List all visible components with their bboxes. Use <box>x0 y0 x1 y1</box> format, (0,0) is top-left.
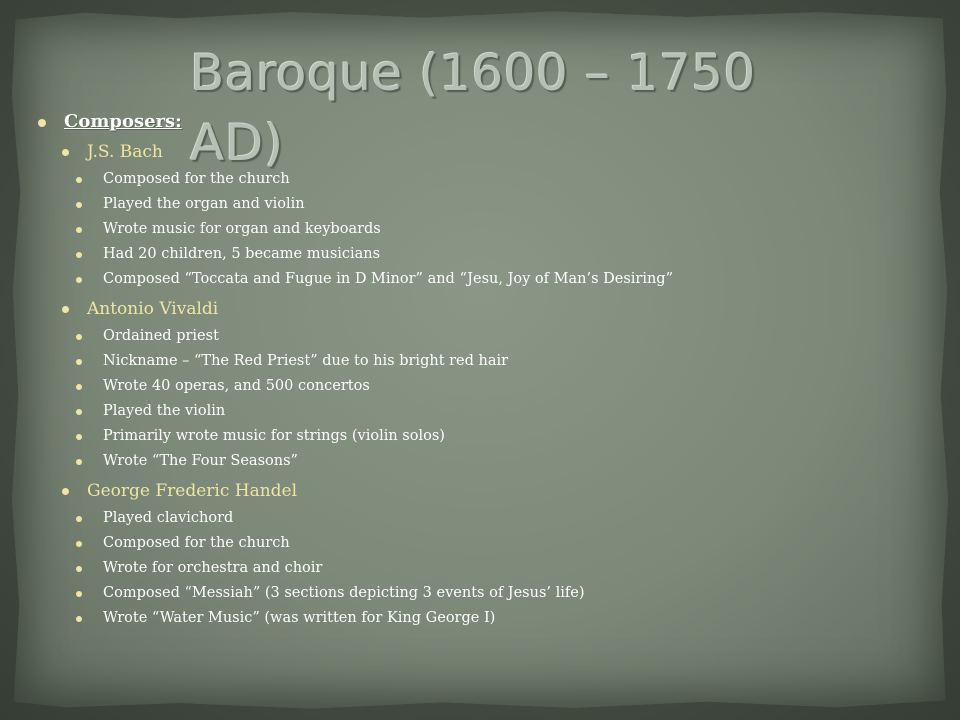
fact-item <box>76 581 938 605</box>
composer-name: George Frederic Handel <box>87 481 298 501</box>
slide-content <box>38 110 938 630</box>
composer-item-handel <box>62 479 938 503</box>
fact-text: Nickname – “The Red Priest” due to his bright red hair <box>103 353 509 369</box>
bullet-dot-icon <box>76 459 82 465</box>
fact-text: Had 20 children, 5 became musicians <box>103 246 381 262</box>
bullet-dot-icon <box>76 616 82 622</box>
fact-item <box>76 424 938 448</box>
bullet-dot-icon <box>76 591 82 597</box>
fact-text: Composed for the church <box>103 171 290 187</box>
fact-text: Composed for the church <box>103 535 290 551</box>
fact-item <box>76 506 938 530</box>
fact-text: Wrote music for organ and keyboards <box>103 221 381 237</box>
bullet-dot-icon <box>38 119 46 127</box>
composer-name: Antonio Vivaldi <box>87 299 219 319</box>
fact-item <box>76 556 938 580</box>
fact-text: Wrote “The Four Seasons” <box>103 453 298 469</box>
fact-item <box>76 449 938 473</box>
bullet-dot-icon <box>76 334 82 340</box>
bullet-dot-icon <box>76 202 82 208</box>
bullet-dot-icon <box>76 516 82 522</box>
fact-text: Played the violin <box>103 403 226 419</box>
composers-heading-item <box>38 110 938 134</box>
bullet-dot-icon <box>76 409 82 415</box>
bullet-dot-icon <box>76 227 82 233</box>
fact-text: Primarily wrote music for strings (violin solos) <box>103 428 445 444</box>
composers-heading: Composers: <box>64 111 182 132</box>
fact-item <box>76 242 938 266</box>
bullet-dot-icon <box>62 149 69 156</box>
bullet-dot-icon <box>76 566 82 572</box>
bullet-dot-icon <box>76 277 82 283</box>
fact-item <box>76 531 938 555</box>
bullet-dot-icon <box>62 488 69 495</box>
fact-item <box>76 374 938 398</box>
fact-text: Wrote 40 operas, and 500 concertos <box>103 378 370 394</box>
fact-text: Played clavichord <box>103 510 234 526</box>
bullet-dot-icon <box>76 541 82 547</box>
fact-item <box>76 349 938 373</box>
fact-item <box>76 192 938 216</box>
fact-item <box>76 217 938 241</box>
fact-item <box>76 606 938 630</box>
fact-item <box>76 324 938 348</box>
fact-text: Wrote for orchestra and choir <box>103 560 323 576</box>
bullet-dot-icon <box>76 384 82 390</box>
bullet-dot-icon <box>76 359 82 365</box>
fact-text: Ordained priest <box>103 328 219 344</box>
composer-item-bach <box>62 140 938 164</box>
fact-text: Composed “Toccata and Fugue in D Minor” and “Jesu, Joy of Man’s Desiring” <box>103 271 674 287</box>
fact-item <box>76 267 938 291</box>
fact-text: Wrote “Water Music” (was written for King George I) <box>103 610 496 626</box>
composer-name: J.S. Bach <box>87 142 163 162</box>
fact-text: Composed “Messiah” (3 sections depicting 3 events of Jesus’ life) <box>103 585 585 601</box>
fact-text: Played the organ and violin <box>103 196 305 212</box>
composer-item-vivaldi <box>62 297 938 321</box>
fact-item <box>76 399 938 423</box>
slide-title: Baroque (1600 – 1750 AD) <box>190 44 756 172</box>
bullet-dot-icon <box>62 306 69 313</box>
bullet-dot-icon <box>76 177 82 183</box>
fact-item <box>76 167 938 191</box>
bullet-dot-icon <box>76 252 82 258</box>
bullet-dot-icon <box>76 434 82 440</box>
